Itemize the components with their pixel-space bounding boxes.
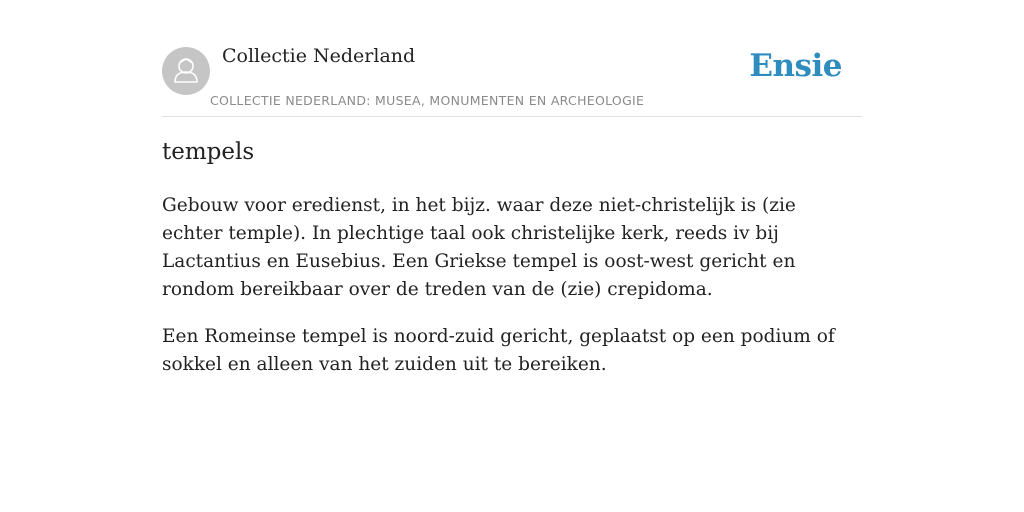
article-body bbox=[162, 192, 862, 398]
page-title: tempels bbox=[162, 139, 255, 165]
source-name-link[interactable]: Collectie Nederland bbox=[222, 45, 416, 67]
ensie-logo[interactable]: Ensie bbox=[749, 48, 842, 84]
source-subtitle: COLLECTIE NEDERLAND: MUSEA, MONUMENTEN EN ARCHEOLOGIE bbox=[210, 93, 645, 108]
article-paragraph: Een Romeinse tempel is noord-zuid gericht, geplaatst op een podium of sokkel en alleen van het zuiden uit te bereiken. bbox=[162, 326, 835, 375]
source-header bbox=[162, 0, 862, 117]
user-icon bbox=[162, 47, 210, 95]
source-avatar[interactable] bbox=[162, 47, 210, 95]
page-container bbox=[162, 0, 862, 375]
article-paragraph: Gebouw voor eredienst, in het bijz. waar deze niet-christelijk is (zie echter temple). In plechtige taal ook christelijke kerk, reeds iv bij Lactantius en Eusebius. Een Griekse tempel is oost-west gericht en rondom bereikbaar over de treden van de (zie) crepidoma. bbox=[162, 195, 796, 300]
